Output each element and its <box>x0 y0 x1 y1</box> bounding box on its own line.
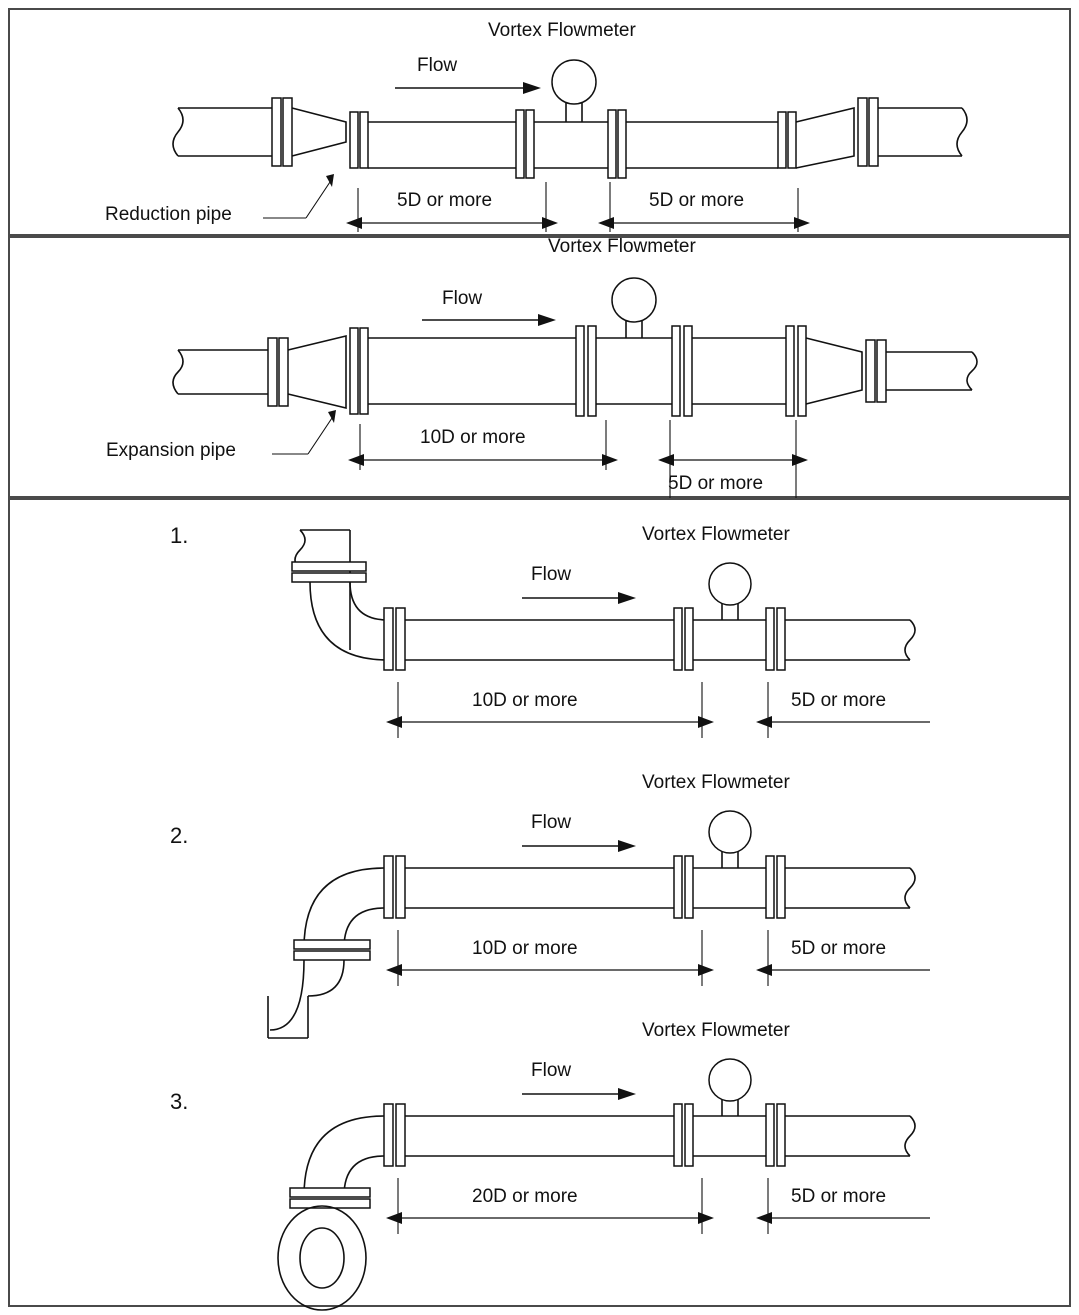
expansion-pipe-label: Expansion pipe <box>106 440 236 461</box>
flow-label-5: Flow <box>531 1060 572 1081</box>
meter-label-4: Vortex Flowmeter <box>642 772 790 793</box>
case-2-graphic <box>10 748 1073 1028</box>
case-2-number: 2. <box>170 823 189 848</box>
case-3-number: 3. <box>170 1089 189 1114</box>
panel-expansion-pipe <box>8 236 1071 498</box>
dimension-label-3b: 5D or more <box>791 690 887 711</box>
dimension-label-1a: 5D or more <box>397 190 493 211</box>
panel-elbow-cases <box>8 498 1071 1307</box>
dimension-label-2a: 10D or more <box>420 427 526 448</box>
dimension-label-4a: 10D or more <box>472 938 578 959</box>
meter-label-5: Vortex Flowmeter <box>642 1020 790 1041</box>
dimension-label-5b: 5D or more <box>791 1186 887 1207</box>
dimension-label-1b: 5D or more <box>649 190 745 211</box>
flow-label-1: Flow <box>417 55 458 76</box>
flow-label-3: Flow <box>531 564 572 585</box>
case-1-number: 1. <box>170 523 189 548</box>
flow-label-4: Flow <box>531 812 572 833</box>
dimension-label-3a: 10D or more <box>472 690 578 711</box>
meter-label-3: Vortex Flowmeter <box>642 524 790 545</box>
reduction-pipe-label: Reduction pipe <box>105 204 232 225</box>
dimension-label-4b: 5D or more <box>791 938 887 959</box>
panel-reduction-pipe <box>8 8 1071 236</box>
meter-label-1: Vortex Flowmeter <box>488 20 636 41</box>
meter-label-2: Vortex Flowmeter <box>548 236 696 257</box>
case-3-graphic <box>10 996 1073 1306</box>
flow-label-2: Flow <box>442 288 483 309</box>
dimension-label-2b: 5D or more <box>668 473 764 494</box>
dimension-label-5a: 20D or more <box>472 1186 578 1207</box>
